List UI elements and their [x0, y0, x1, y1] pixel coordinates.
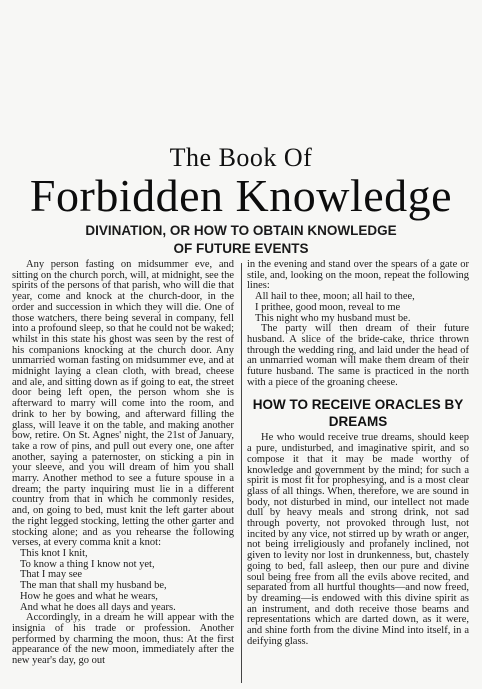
right-column — [247, 260, 469, 648]
verse-line: The man that shall my husband be, — [20, 580, 167, 592]
right-paragraph-2: The party will then dream of their future husband. A slice of the bride-cake, thrice thrown through the wedding ring, and laid under the head of an unmarried woman will make them dream of their future husband. The same is practiced in the north with a piece of the groaning cheese. — [247, 323, 469, 388]
verse-line: To know a thing I know not yet, — [20, 558, 155, 570]
verse-line: This night who my husband must be. — [255, 312, 411, 324]
subtitle — [0, 222, 482, 258]
right-paragraph-1: in the evening and stand over the spears of a gate or stile, and, looking on the moon, repeat the following lines: — [247, 259, 469, 292]
verse-line: And what he does all days and years. — [20, 601, 176, 613]
verse-line: That I may see — [20, 569, 83, 581]
left-column — [12, 260, 234, 667]
left-verse — [12, 549, 234, 613]
right-paragraph-3: He who would receive true dreams, should keep a pure, undisturbed, and imaginative spirit, and so compose it that it may be made worthy of knowledge and government by the mind; for such a spirit is most fit for prophesying, and is a most clear glass of all things. When, therefore, we are sound in body, not disturbed in mind, our intellect not made dull by heavy meals and strong drink, not sad through poverty, not provoked through lust, not incited by any vice, not stirred up by wrath or anger, not being irreligiously and profanely inclined, not given to levity nor lost in drunkenness, but, chastely going to bed, fall asleep, then our pure and divine soul being free from all the evils above recited, and separated from all hurtful thoughts—and now freed, by dreaming—is endowed with this divine spirit as an instrument, and doth receive those beams and representations which are darted down, as it were, and shine forth from the divine Mind into itself, in a deifying glass. — [247, 432, 469, 647]
column-divider — [241, 263, 242, 683]
verse-line: This knot I knit, — [20, 547, 88, 559]
subtitle-line-2: OF FUTURE EVENTS — [173, 241, 309, 256]
title-line-1: The Book Of — [169, 143, 313, 172]
right-verse — [247, 292, 469, 324]
subtitle-line-1: DIVINATION, OR HOW TO OBTAIN KNOWLEDGE — [85, 223, 397, 238]
verse-line: I prithee, good moon, reveal to me — [255, 301, 401, 313]
title-line-2: Forbidden Knowledge — [29, 170, 453, 221]
left-paragraph-1: Any person fasting on midsummer eve, and sitting on the church porch, will, at midnight, see the spirits of the persons of that parish, who will die that year, come and knock at the church-door, in the order and succession in which they will die. One of those watchers, there being several in company, fell into a profound sleep, so that he could not be waked; whilst in this state his ghost was seen by the rest of his companions knocking at the church door. Any unmarried woman fasting on midsummer eve, and at midnight laying a clean cloth, with bread, cheese and ale, and sitting down as if going to eat, the street door being left open, the person whom she is afterward to marry will come into the room, and drink to her by bowing, and afterward filling the glass, will leave it on the table, and making another bow, retire. On St. Agnes' night, the 21st of January, take a row of pins, and pull out every one, one after another, saying a paternoster, on sticking a pin in your sleeve, and you will dream of him you shall marry. Another method to see a future spouse in a dream; the party inquiring must lie in a different country from that in which he commonly resides, and, on going to bed, must knit the left garter about the right legged stocking, letting the other garter and stocking alone; and as you rehearse the following verses, at every comma knit a knot: — [12, 259, 234, 549]
section-heading: HOW TO RECEIVE ORACLES BY DREAMS — [252, 397, 464, 430]
left-paragraph-2: Accordingly, in a dream he will appear with the insignia of his trade or profession. Another performed by charming the moon, thus: At the first appearance of the new moon, immediately after the new year's day, go out — [12, 612, 234, 667]
verse-line: How he goes and what he wears, — [20, 590, 158, 602]
verse-line: All hail to thee, moon; all hail to thee, — [255, 291, 415, 303]
